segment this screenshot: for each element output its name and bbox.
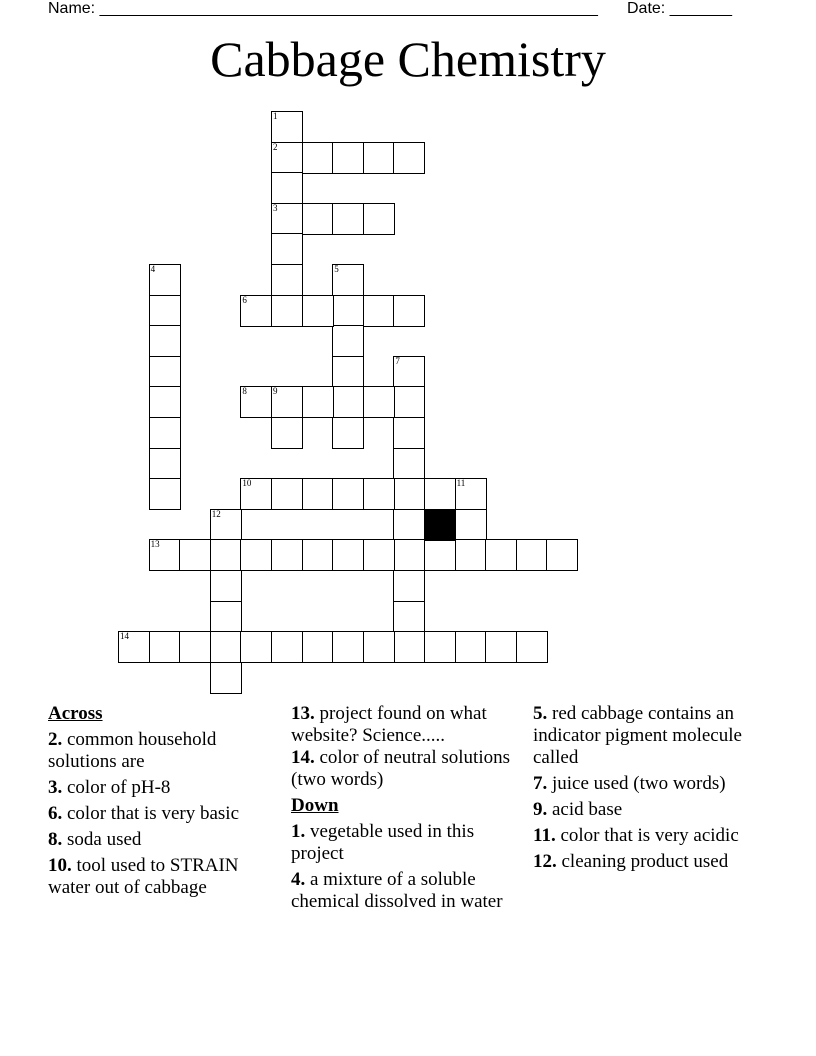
crossword-cell[interactable] xyxy=(302,142,334,174)
crossword-cell[interactable] xyxy=(271,172,303,204)
crossword-cell[interactable] xyxy=(455,509,487,541)
crossword-cell[interactable] xyxy=(302,203,334,235)
crossword-cell[interactable] xyxy=(363,295,395,327)
crossword-cell[interactable] xyxy=(302,386,334,418)
crossword-cell[interactable] xyxy=(485,539,517,571)
clue-number: 7 xyxy=(395,355,400,366)
crossword-cell[interactable] xyxy=(240,539,272,571)
clue-number: 14 xyxy=(120,631,129,642)
clues-column-3 xyxy=(533,703,769,873)
crossword-cell[interactable] xyxy=(393,509,425,541)
crossword-cell[interactable] xyxy=(363,203,395,235)
crossword-cell[interactable] xyxy=(363,386,395,418)
across-clue: 2. common household solutions are xyxy=(48,729,217,772)
crossword-cell[interactable] xyxy=(271,295,303,327)
down-clue: 1. vegetable used in this project xyxy=(291,821,475,864)
down-clue: 9. acid base xyxy=(533,799,623,820)
crossword-cell[interactable] xyxy=(393,417,425,449)
clue-number: 4 xyxy=(150,264,156,274)
crossword-cell[interactable] xyxy=(302,478,334,510)
crossword-cell[interactable] xyxy=(179,631,211,663)
crossword-cell[interactable] xyxy=(240,478,272,510)
crossword-cell[interactable] xyxy=(149,539,181,571)
crossword-cell[interactable] xyxy=(271,233,303,265)
crossword-cell[interactable] xyxy=(393,478,425,510)
crossword-cell[interactable] xyxy=(149,264,181,296)
crossword-cell[interactable] xyxy=(271,417,303,449)
crossword-cell[interactable] xyxy=(271,386,303,418)
crossword-cell[interactable] xyxy=(393,601,425,633)
crossword-cell[interactable] xyxy=(332,386,364,418)
crossword-cell[interactable] xyxy=(393,356,425,388)
clues-column-2 xyxy=(291,703,527,913)
crossword-cell[interactable] xyxy=(332,295,364,327)
clue-number: 10 xyxy=(242,478,252,489)
across-clue: 6. color that is very basic xyxy=(48,803,240,824)
crossword-cell[interactable] xyxy=(210,570,242,602)
clue-number: 3 xyxy=(273,202,278,213)
crossword-cell[interactable] xyxy=(332,264,364,296)
crossword-cell[interactable] xyxy=(516,631,548,663)
crossword-cell[interactable] xyxy=(271,539,303,571)
crossword-cell[interactable] xyxy=(393,631,425,663)
crossword-cell[interactable] xyxy=(271,142,303,174)
crossword-cell[interactable] xyxy=(332,356,364,388)
crossword-cell[interactable] xyxy=(363,631,395,663)
crossword-cell[interactable] xyxy=(271,203,303,235)
crossword-cell[interactable] xyxy=(485,631,517,663)
crossword-cell[interactable] xyxy=(149,386,181,418)
down-clue: 12. cleaning product used xyxy=(533,851,729,872)
crossword-cell[interactable] xyxy=(332,203,364,235)
crossword-cell[interactable] xyxy=(210,631,242,663)
clues-column-1 xyxy=(48,703,284,899)
crossword-cell[interactable] xyxy=(424,539,456,571)
crossword-cell[interactable] xyxy=(271,111,303,143)
across-clue: 8. soda used xyxy=(48,829,142,850)
crossword-cell[interactable] xyxy=(516,539,548,571)
crossword-cell[interactable] xyxy=(332,539,364,571)
crossword-cell[interactable] xyxy=(332,631,364,663)
date-field-line: Date: _______ xyxy=(627,0,732,17)
crossword-cell[interactable] xyxy=(210,539,242,571)
crossword-cell[interactable] xyxy=(149,448,181,480)
crossword-cell[interactable] xyxy=(424,631,456,663)
crossword-cell[interactable] xyxy=(332,142,364,174)
crossword-cell[interactable] xyxy=(302,539,334,571)
clue-number: 2 xyxy=(273,141,278,152)
down-clue: 5. red cabbage contains an indicator pigment molecule called xyxy=(533,703,742,768)
clue-number: 6 xyxy=(242,294,247,305)
name-field-line: Name: ________________________________________________________ xyxy=(48,0,598,17)
crossword-cell[interactable] xyxy=(332,325,364,357)
clue-number: 5 xyxy=(334,264,339,274)
crossword-cell[interactable] xyxy=(393,386,425,418)
crossword-cell[interactable] xyxy=(393,570,425,602)
crossword-cell[interactable] xyxy=(149,295,181,327)
crossword-cell[interactable] xyxy=(393,539,425,571)
clue-number: 9 xyxy=(273,386,278,397)
crossword-cell[interactable] xyxy=(118,631,150,663)
crossword-cell[interactable] xyxy=(149,631,181,663)
crossword-cell[interactable] xyxy=(363,539,395,571)
crossword-cell[interactable] xyxy=(393,142,425,174)
clue-number: 11 xyxy=(456,478,466,489)
down-clue: 11. color that is very acidic xyxy=(533,825,739,846)
crossword-cell[interactable] xyxy=(393,295,425,327)
crossword-cell[interactable] xyxy=(332,417,364,449)
page-title: Cabbage Chemistry xyxy=(210,31,606,87)
crossword-cell[interactable] xyxy=(149,417,181,449)
clue-number: 8 xyxy=(242,386,247,397)
across-clue: 3. color of pH-8 xyxy=(48,777,171,798)
crossword-cell[interactable] xyxy=(302,295,334,327)
clue-number: 12 xyxy=(211,508,221,519)
crossword-cell[interactable] xyxy=(149,356,181,388)
crossword-cell[interactable] xyxy=(455,631,487,663)
clue-number: 13 xyxy=(150,539,160,550)
clue-number: 1 xyxy=(273,111,278,121)
crossword-cell[interactable] xyxy=(363,142,395,174)
crossword-cell[interactable] xyxy=(240,631,272,663)
crossword-cell[interactable] xyxy=(210,509,242,541)
down-clue: 4. a mixture of a soluble chemical dissolved in water xyxy=(291,869,503,912)
crossword-cell[interactable] xyxy=(546,539,578,571)
crossword-cell[interactable] xyxy=(424,478,456,510)
crossword-cell[interactable] xyxy=(271,631,303,663)
crossword-cell[interactable] xyxy=(149,478,181,510)
crossword-cell[interactable] xyxy=(149,325,181,357)
across-clue: 14. color of neutral solutions (two words) xyxy=(291,747,510,790)
crossword-cell[interactable] xyxy=(455,478,487,510)
crossword-cell[interactable] xyxy=(210,662,242,694)
across-clue: 13. project found on what website? Science..... xyxy=(291,703,487,746)
crossword-cell[interactable] xyxy=(240,386,272,418)
crossword-cell[interactable] xyxy=(271,264,303,296)
crossword-cell[interactable] xyxy=(332,478,364,510)
crossword-cell[interactable] xyxy=(363,478,395,510)
crossword-cell[interactable] xyxy=(302,631,334,663)
crossword-cell[interactable] xyxy=(393,448,425,480)
crossword-cell[interactable] xyxy=(179,539,211,571)
crossword-cell[interactable] xyxy=(240,295,272,327)
down-heading: Down xyxy=(291,795,339,816)
crossword-cell[interactable] xyxy=(455,539,487,571)
across-clue: 10. tool used to STRAIN water out of cabbage xyxy=(48,855,239,898)
down-clue: 7. juice used (two words) xyxy=(533,773,726,794)
across-heading: Across xyxy=(48,703,103,724)
blocked-cell xyxy=(424,509,456,541)
crossword-cell[interactable] xyxy=(271,478,303,510)
crossword-cell[interactable] xyxy=(210,601,242,633)
